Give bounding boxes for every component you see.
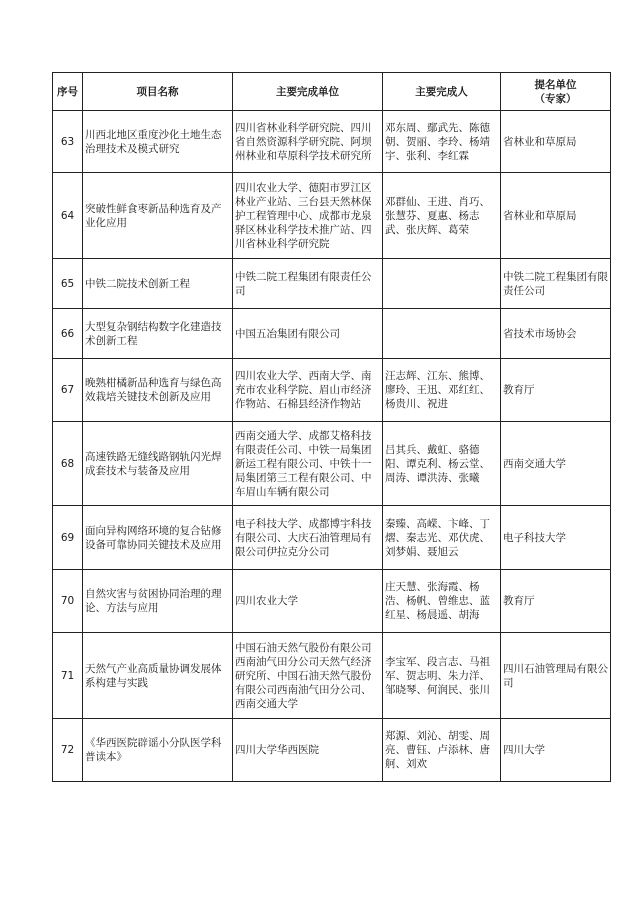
table-row — [53, 633, 611, 719]
row-units: 四川农业大学 — [233, 570, 383, 633]
table-row — [53, 719, 611, 782]
header-nominator — [501, 73, 611, 111]
row-seq: 64 — [53, 173, 83, 259]
row-project-name: 《华西医院辟谣小分队医学科普读本》 — [83, 719, 233, 782]
row-persons: 邓东周、鄢武先、陈德朝、贺丽、李玲、杨靖宇、张利、李红霖 — [383, 111, 501, 173]
header-main-units: 主要完成单位 — [233, 73, 383, 111]
row-project-name: 晚熟柑橘新品种选育与绿色高效栽培关键技术创新及应用 — [83, 359, 233, 422]
table-row — [53, 506, 611, 570]
row-nominator: 中铁二院工程集团有限责任公司 — [501, 259, 611, 309]
row-persons — [383, 259, 501, 309]
row-project-name: 高速铁路无缝线路钢轨闪光焊成套技术与装备及应用 — [83, 422, 233, 506]
row-units: 四川农业大学、西南大学、南充市农业科学院、眉山市经济作物站、石棉县经济作物站 — [233, 359, 383, 422]
row-units: 中铁二院工程集团有限责任公司 — [233, 259, 383, 309]
table-row — [53, 309, 611, 359]
table-row — [53, 111, 611, 173]
row-units: 中国五冶集团有限公司 — [233, 309, 383, 359]
row-units: 四川大学华西医院 — [233, 719, 383, 782]
row-seq: 65 — [53, 259, 83, 309]
row-persons: 李宝军、段言志、马祖军、贺志明、朱力洋、邹晓琴、何润民、张川 — [383, 633, 501, 719]
row-nominator: 四川石油管理局有限公司 — [501, 633, 611, 719]
table-row — [53, 173, 611, 259]
row-persons — [383, 309, 501, 359]
row-project-name: 大型复杂钢结构数字化建造技术创新工程 — [83, 309, 233, 359]
header-nominator-line2: （专家） — [534, 92, 577, 105]
row-persons: 郑源、刘沁、胡雯、周亮、曹钰、卢添林、唐舸、刘欢 — [383, 719, 501, 782]
row-persons: 庄天慧、张海霞、杨浩、杨帆、曾维忠、蓝红星、杨晨遥、胡海 — [383, 570, 501, 633]
row-persons: 吕其兵、戴虹、骆德阳、谭克利、杨云堂、周涛、谭洪涛、张曦 — [383, 422, 501, 506]
table-header-row — [53, 73, 611, 111]
row-units: 四川省林业科学研究院、四川省自然资源科学研究院、阿坝州林业和草原科学技术研究所 — [233, 111, 383, 173]
table-row — [53, 422, 611, 506]
header-nominator-line1: 提名单位 — [534, 78, 577, 91]
table-row — [53, 570, 611, 633]
row-seq: 72 — [53, 719, 83, 782]
row-persons: 邓群仙、王进、肖巧、张慧芬、夏惠、杨志武、张庆辉、葛荣 — [383, 173, 501, 259]
row-seq: 63 — [53, 111, 83, 173]
row-nominator: 四川大学 — [501, 719, 611, 782]
row-nominator: 电子科技大学 — [501, 506, 611, 570]
row-seq: 67 — [53, 359, 83, 422]
row-project-name: 自然灾害与贫困协同治理的理论、方法与应用 — [83, 570, 233, 633]
header-main-persons: 主要完成人 — [383, 73, 501, 111]
row-units: 四川农业大学、德阳市罗江区林业产业站、三台县天然林保护工程管理中心、成都市龙泉驿区林业科学技术推广站、四川省林业科学研究院 — [233, 173, 383, 259]
row-units: 电子科技大学、成都博宇科技有限公司、大庆石油管理局有限公司伊拉克分公司 — [233, 506, 383, 570]
row-seq: 71 — [53, 633, 83, 719]
row-nominator: 省林业和草原局 — [501, 173, 611, 259]
row-seq: 70 — [53, 570, 83, 633]
row-project-name: 川西北地区重度沙化土地生态治理技术及模式研究 — [83, 111, 233, 173]
row-project-name: 中铁二院技术创新工程 — [83, 259, 233, 309]
row-seq: 68 — [53, 422, 83, 506]
header-seq: 序号 — [53, 73, 83, 111]
row-seq: 69 — [53, 506, 83, 570]
row-persons: 汪志辉、江东、熊博、廖玲、王迅、邓红红、杨贵川、祝进 — [383, 359, 501, 422]
row-units: 中国石油天然气股份有限公司西南油气田分公司天然气经济研究所、中国石油天然气股份有限公司西南油气田分公司、西南交通大学 — [233, 633, 383, 719]
row-seq: 66 — [53, 309, 83, 359]
header-project-name: 项目名称 — [83, 73, 233, 111]
table-row — [53, 259, 611, 309]
row-nominator: 西南交通大学 — [501, 422, 611, 506]
row-nominator: 省技术市场协会 — [501, 309, 611, 359]
row-units: 西南交通大学、成都艾格科技有限责任公司、中铁一局集团新运工程有限公司、中铁十一局集团第三工程有限公司、中车眉山车辆有限公司 — [233, 422, 383, 506]
table-row — [53, 359, 611, 422]
row-nominator: 教育厅 — [501, 570, 611, 633]
project-table — [52, 72, 611, 782]
row-persons: 秦臻、高嵘、卞峰、丁熠、秦志光、邓伏虎、刘梦娟、聂旭云 — [383, 506, 501, 570]
row-nominator: 省林业和草原局 — [501, 111, 611, 173]
row-project-name: 天然气产业高质量协调发展体系构建与实践 — [83, 633, 233, 719]
row-project-name: 突破性鲜食枣新品种选育及产业化应用 — [83, 173, 233, 259]
row-nominator: 教育厅 — [501, 359, 611, 422]
row-project-name: 面向异构网络环境的复合钻修设备可靠协同关键技术及应用 — [83, 506, 233, 570]
